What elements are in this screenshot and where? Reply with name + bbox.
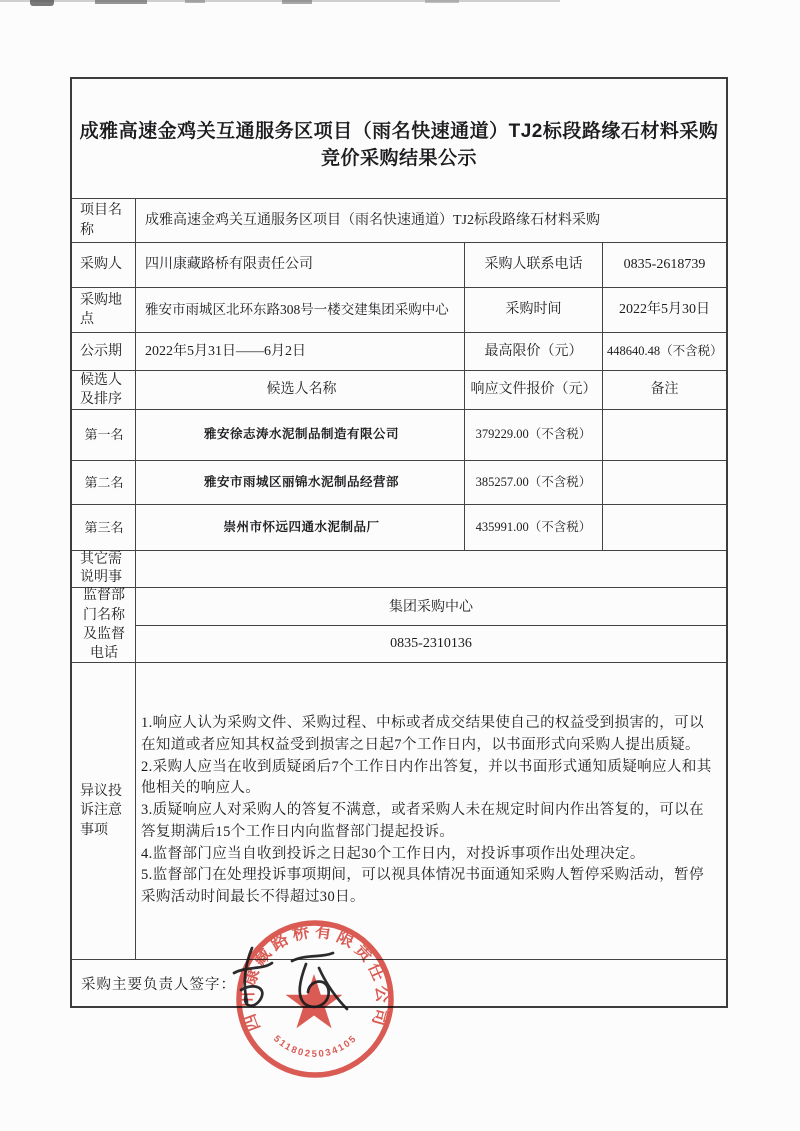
- publicity-period-value: 2022年5月31日——6月2日: [135, 333, 464, 370]
- objection-item: 2.采购人应当在收到质疑函后7个工作日内作出答复，并以书面形式通知质疑响应人和其他相关的响应人。: [141, 758, 712, 797]
- scan-artifact: [425, 0, 459, 3]
- candidate-name-header: 候选人名称: [135, 371, 464, 409]
- scan-artifact: [30, 0, 54, 6]
- objection-item: 5.监督部门在处理投诉事项期间，可以视具体情况书面通知采购人暂停采购活动，暂停采购活动时间最长不得超过30日。: [141, 867, 704, 906]
- objection-item: 4.监督部门应当自收到投诉之日起30个工作日内，对投诉事项作出处理决定。: [141, 845, 645, 862]
- candidate-rank: 第二名: [84, 474, 124, 490]
- candidate-row-3: [72, 504, 726, 550]
- max-price-value: 448640.48（不含税）: [602, 333, 726, 370]
- buyer-value: 四川康藏路桥有限责任公司: [135, 243, 464, 287]
- objection-item: 1.响应人认为采购文件、采购过程、中标或者成交结果使自己的权益受到损害的，可以在知道或者应知其权益受到损害之日起7个工作日内，以书面形式向采购人提出质疑。: [141, 714, 704, 753]
- purchase-time-label: 采购时间: [464, 288, 602, 332]
- other-notes-row: [72, 550, 726, 587]
- objection-label: 异议投诉注意事项: [80, 784, 122, 838]
- buyer-phone-label: 采购人联系电话: [464, 243, 602, 287]
- buyer-row: [72, 242, 726, 287]
- candidate-row-2: [72, 460, 726, 504]
- candidate-row-1: [72, 409, 726, 460]
- supervision-row: [72, 587, 726, 662]
- svg-text:5118025034105: [271, 1033, 359, 1060]
- location-value: 雅安市雨城区北环东路308号一楼交建集团采购中心: [135, 288, 464, 332]
- document-title: [72, 118, 726, 198]
- publicity-period-label: 公示期: [80, 343, 122, 359]
- scan-artifact: [95, 0, 147, 4]
- procurement-result-table: [70, 77, 728, 1008]
- candidate-price: 379229.00（不含税）: [464, 410, 602, 460]
- supervision-phone: 0835-2310136: [136, 625, 726, 663]
- candidate-remark: [602, 410, 726, 460]
- seal-company-name: 四川康藏路桥有限责任公司: [237, 921, 393, 1034]
- supervision-department: 集团采购中心: [389, 600, 473, 616]
- candidate-rank-header: 候选人及排序: [80, 372, 122, 407]
- candidate-name: 崇州市怀远四通水泥制品厂: [135, 505, 464, 550]
- max-price-label: 最高限价（元）: [464, 333, 602, 370]
- buyer-phone-value: 0835-2618739: [602, 243, 726, 287]
- publicity-period-row: [72, 332, 726, 370]
- buyer-label: 采购人: [80, 257, 122, 273]
- location-label: 采购地点: [80, 292, 122, 327]
- candidate-price-header: 响应文件报价（元）: [464, 371, 602, 409]
- signature-label: 采购主要负责人签字：: [81, 976, 236, 993]
- objection-row: [72, 662, 726, 959]
- document-title-line1: 成雅高速金鸡关互通服务区项目（雨名快速通道）TJ2标段路缘石材料采购: [79, 121, 719, 142]
- candidate-name: 雅安徐志涛水泥制品制造有限公司: [135, 410, 464, 460]
- candidate-price: 435991.00（不含税）: [464, 505, 602, 550]
- objection-text: [136, 707, 726, 915]
- scan-artifact: [185, 0, 205, 3]
- scan-artifact: [282, 0, 312, 4]
- signature-row: [72, 959, 726, 1006]
- candidate-rank: 第三名: [84, 519, 124, 535]
- seal-serial-number: 5118025034105: [271, 1033, 359, 1061]
- supervision-label: 监督部门名称及监督电话: [83, 588, 125, 662]
- title-row: [72, 79, 726, 198]
- candidate-rank: 第一名: [84, 427, 124, 443]
- project-name-label: 项目名称: [80, 203, 122, 238]
- candidates-header-row: [72, 370, 726, 409]
- project-name-value: 成雅高速金鸡关互通服务区项目（雨名快速通道）TJ2标段路缘石材料采购: [135, 199, 726, 242]
- other-notes-label: 其它需说明事: [80, 551, 122, 585]
- candidate-price: 385257.00（不含税）: [464, 461, 602, 504]
- purchase-time-value: 2022年5月30日: [602, 288, 726, 332]
- candidate-remark-header: 备注: [602, 371, 726, 409]
- project-name-row: [72, 198, 726, 242]
- scan-artifact: [0, 0, 560, 2]
- candidate-remark: [602, 461, 726, 504]
- objection-item: 3.质疑响应人对采购人的答复不满意，或者采购人未在规定时间内作出答复的，可以在答复期满后15个工作日内向监督部门提起投诉。: [141, 802, 704, 840]
- location-row: [72, 287, 726, 332]
- candidate-remark: [602, 505, 726, 550]
- candidate-name: 雅安市雨城区丽锦水泥制品经营部: [135, 461, 464, 504]
- document-title-line2: 竞价采购结果公示: [320, 148, 477, 169]
- other-notes-value: [135, 551, 726, 587]
